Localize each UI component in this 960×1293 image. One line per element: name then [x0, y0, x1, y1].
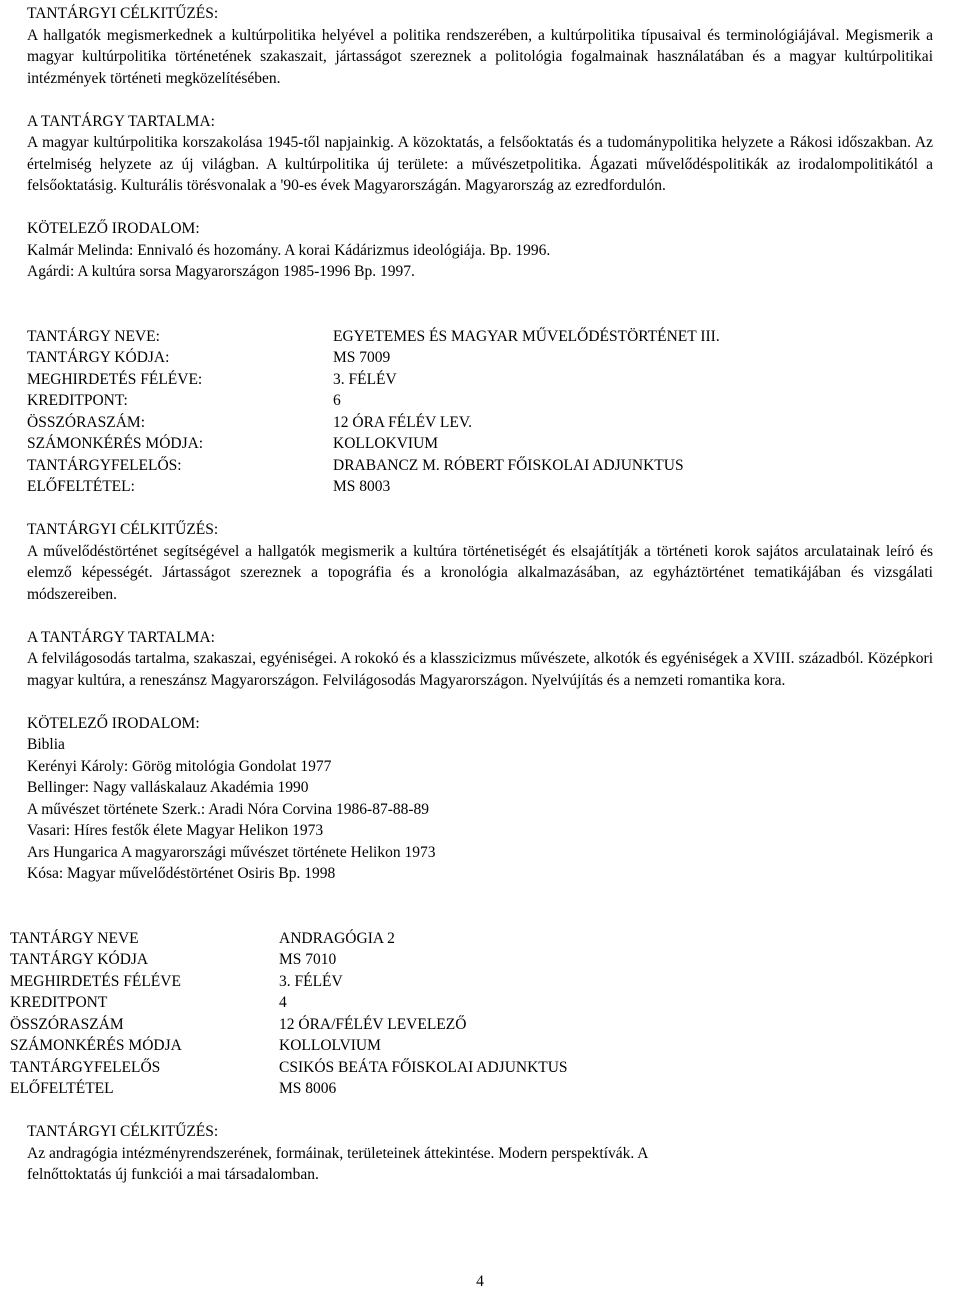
info-value: ANDRAGÓGIA 2: [279, 929, 395, 947]
reading-item: Bellinger: Nagy valláskalauz Akadémia 1990: [27, 779, 309, 796]
info-value: 12 ÓRA/FÉLÉV LEVELEZŐ: [279, 1015, 467, 1033]
info-key: MEGHIRDETÉS FÉLÉVE: [10, 972, 181, 990]
info-row: [10, 949, 568, 971]
reading-item: Kósa: Magyar művelődéstörténet Osiris Bp. 1998: [27, 865, 336, 882]
info-value: KOLLOKVIUM: [333, 435, 439, 452]
info-key: ELŐFELTÉTEL: [10, 1080, 114, 1097]
info-key: ELŐFELTÉTEL:: [27, 478, 135, 495]
info-key: TANTÁRGY KÓDJA:: [27, 349, 170, 366]
info-value: 3. FÉLÉV: [333, 370, 397, 388]
info-key: TANTÁRGYFELELŐS:: [27, 456, 182, 474]
reading-heading: KÖTELEZŐ IRODALOM:: [27, 220, 200, 237]
objective-text: A művelődéstörténet segítségével a hallgatók megismerik a kultúra történetiségét és elsajátítják a történeti korok sajátos arculatainak leíró és elemző képességét. Jártasságot szereznek a topográfia és a kronológia alkalmazásában, az egyháztörténet tematikájában és vizsgálati módszereiben.: [27, 542, 933, 603]
info-row: [10, 1035, 568, 1057]
info-value: MS 7009: [333, 349, 391, 366]
objective-heading: TANTÁRGYI CÉLKITŰZÉS:: [27, 521, 219, 538]
reading-item: A művészet története Szerk.: Aradi Nóra Corvina 1986-87-88-89: [27, 800, 430, 818]
info-key: KREDITPONT:: [27, 392, 128, 409]
info-row: [10, 992, 568, 1014]
content-text: A magyar kultúrpolitika korszakolása 1945-től napjainkig. A közoktatás, a felsőoktatás és a tudománypolitika helyzete a Rákosi időszakban. Az értelmiség helyzete az új világban. A kultúrpolitika új területe: a művészetpolitika. Ágazati művelődéspolitikák az irodalompolitikától a felsőoktatásig. Kulturális törésvonalak a '90-es évek Magyarországán. Magyarország az ezredfordulón.: [27, 134, 933, 194]
info-value: DRABANCZ M. RÓBERT FŐISKOLAI ADJUNKTUS: [333, 456, 684, 474]
info-row: [27, 433, 720, 455]
content-heading: A TANTÁRGY TARTALMA:: [27, 112, 215, 130]
info-key: TANTÁRGYFELELŐS: [10, 1058, 161, 1076]
info-key: SZÁMONKÉRÉS MÓDJA:: [27, 435, 204, 452]
reading-item: Kerényi Károly: Görög mitológia Gondolat 1977: [27, 757, 332, 775]
info-row: [10, 1057, 568, 1079]
reading-item: Vasari: Híres festők élete Magyar Helikon 1973: [27, 822, 324, 839]
info-row: [10, 928, 568, 950]
info-key: ÖSSZÓRASZÁM:: [27, 413, 145, 431]
info-row: [27, 390, 720, 412]
info-row: [27, 476, 720, 498]
info-value: MS 7010: [279, 951, 337, 968]
info-key: SZÁMONKÉRÉS MÓDJA: [10, 1037, 182, 1054]
info-row: [27, 347, 720, 369]
info-row: [27, 455, 720, 477]
info-value: 4: [279, 994, 287, 1011]
info-key: ÖSSZÓRASZÁM: [10, 1015, 124, 1033]
info-row: [10, 1078, 568, 1100]
info-row: [27, 326, 720, 348]
course-info-table: [10, 928, 568, 1100]
info-value: 12 ÓRA FÉLÉV LEV.: [333, 413, 472, 431]
info-key: MEGHIRDETÉS FÉLÉVE:: [27, 370, 203, 388]
reading-heading: KÖTELEZŐ IRODALOM:: [27, 714, 200, 732]
content-heading: A TANTÁRGY TARTALMA:: [27, 628, 215, 646]
objective-text-line: Az andragógia intézményrendszerének, formáinak, területeinek áttekintése. Modern perspektívák. A: [27, 1144, 649, 1162]
reading-item: Ars Hungarica A magyarországi művészet története Helikon 1973: [27, 843, 436, 861]
objective-text: A hallgatók megismerkednek a kultúrpolitika helyével a politika rendszerében, a kultúrpolitika típusaival és terminológiájával. Megismerik a magyar kultúrpolitika történetének szakaszait, jártasságot szereznek a politológia fogalmainak használatában és a magyar kultúrpolitikai intézmények történeti megközelítésében.: [27, 26, 933, 87]
info-value: 6: [333, 392, 341, 409]
objective-text-line: felnőttoktatás új funkciói a mai társadalomban.: [27, 1166, 319, 1183]
info-value: CSIKÓS BEÁTA FŐISKOLAI ADJUNKTUS: [279, 1058, 568, 1076]
info-key: TANTÁRGY NEVE: [10, 929, 139, 947]
info-row: [27, 369, 720, 391]
reading-item: Biblia: [27, 736, 65, 753]
info-value: MS 8003: [333, 478, 391, 495]
document-page: [10, 3, 933, 1186]
page-number: 4: [476, 1273, 484, 1290]
info-key: KREDITPONT: [10, 994, 108, 1011]
info-row: [10, 971, 568, 993]
objective-heading: TANTÁRGYI CÉLKITŰZÉS:: [27, 5, 219, 22]
info-value: KOLLOLVIUM: [279, 1037, 381, 1054]
info-value: MS 8006: [279, 1080, 337, 1097]
course-info-table: [27, 326, 720, 498]
info-key: TANTÁRGY NEVE:: [27, 327, 160, 345]
info-value: EGYETEMES ÉS MAGYAR MŰVELŐDÉSTÖRTÉNET III.: [333, 327, 720, 345]
reading-item: Kalmár Melinda: Ennivaló és hozomány. A korai Kádárizmus ideológiája. Bp. 1996.: [27, 241, 551, 259]
info-value: 3. FÉLÉV: [279, 972, 343, 990]
info-row: [27, 412, 720, 434]
info-row: [10, 1014, 568, 1036]
info-key: TANTÁRGY KÓDJA: [10, 951, 149, 968]
objective-heading: TANTÁRGYI CÉLKITŰZÉS:: [27, 1123, 219, 1140]
reading-item: Agárdi: A kultúra sorsa Magyarországon 1985-1996 Bp. 1997.: [27, 263, 415, 280]
content-text: A felvilágosodás tartalma, szakaszai, egyéniségei. A rokokó és a klasszicizmus művészete, alkotók és egyéniségek a XVIII. századból. Középkori magyar kultúra, a reneszánsz Magyarországon. Felvilágosodás Magyarországon. Nyelvújítás és a nemzeti romantika kora.: [27, 650, 933, 689]
